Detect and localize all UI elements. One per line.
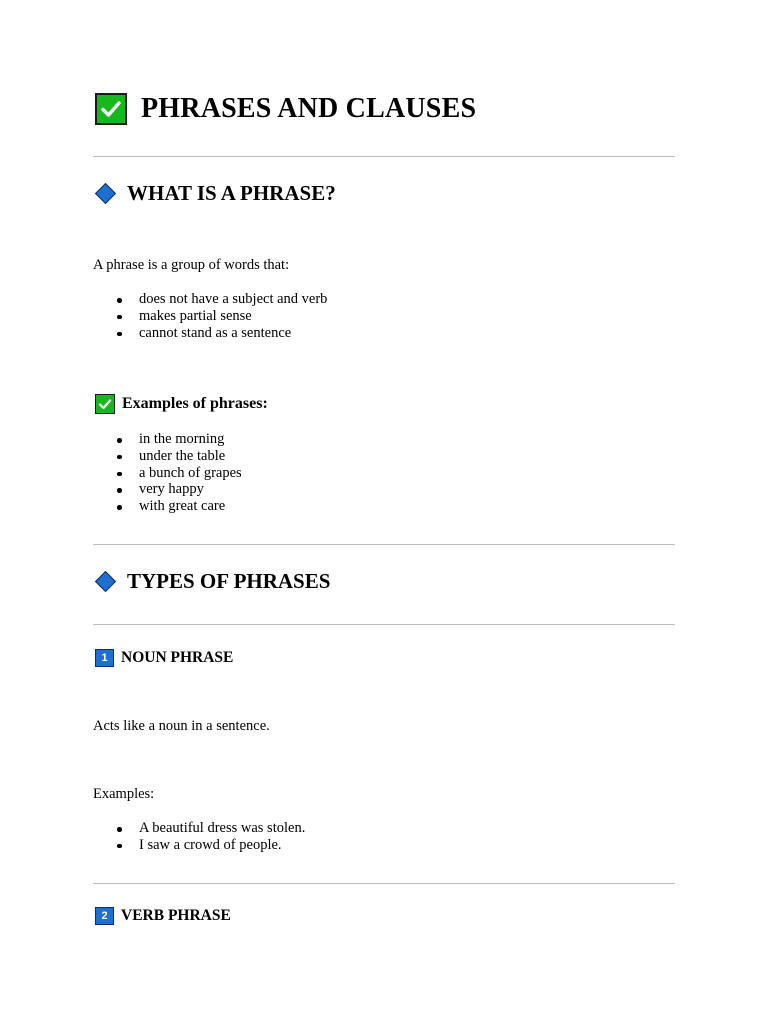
- section-heading-text: TYPES OF PHRASES: [127, 568, 331, 593]
- phrase-definition-intro: A phrase is a group of words that:: [93, 257, 290, 273]
- list-item: with great care: [93, 498, 242, 515]
- list-item: very happy: [93, 481, 242, 498]
- divider: [93, 624, 675, 625]
- section-heading-text: WHAT IS A PHRASE?: [127, 180, 336, 205]
- noun-phrase-heading: NOUN PHRASE: [121, 649, 234, 666]
- examples-heading-row: [95, 393, 268, 415]
- section-heading-types-of-phrases: [95, 567, 330, 595]
- list-item: I saw a crowd of people.: [93, 837, 305, 854]
- bullet-dot: [117, 438, 122, 443]
- list-item: a bunch of grapes: [93, 465, 242, 482]
- divider: [93, 156, 675, 157]
- number-one-icon: 1: [95, 649, 114, 667]
- bullet-dot: [117, 844, 122, 849]
- blue-diamond-icon: [95, 570, 116, 591]
- divider: [93, 544, 675, 545]
- noun-phrase-heading-row: [95, 648, 233, 668]
- bullet-dot: [117, 298, 122, 303]
- noun-phrase-examples-list: [93, 820, 305, 854]
- check-mark-icon: [95, 394, 115, 414]
- list-item: does not have a subject and verb: [93, 291, 327, 308]
- page-title-row: [95, 90, 476, 128]
- section-heading-what-is-a-phrase: [95, 179, 336, 207]
- verb-phrase-heading-row: [95, 906, 231, 926]
- bullet-dot: [117, 827, 122, 832]
- bullet-dot: [117, 488, 122, 493]
- bullet-dot: [117, 472, 122, 477]
- divider: [93, 883, 675, 884]
- verb-phrase-heading: VERB PHRASE: [121, 907, 231, 924]
- list-item: in the morning: [93, 431, 242, 448]
- check-mark-icon: [95, 93, 127, 125]
- phrase-definition-list: [93, 291, 327, 341]
- examples-heading: Examples of phrases:: [122, 395, 268, 412]
- bullet-dot: [117, 315, 122, 320]
- list-item: under the table: [93, 448, 242, 465]
- bullet-dot: [117, 455, 122, 460]
- list-item: makes partial sense: [93, 308, 327, 325]
- noun-phrase-description: Acts like a noun in a sentence.: [93, 718, 270, 734]
- noun-phrase-examples-label: Examples:: [93, 786, 155, 802]
- list-item: A beautiful dress was stolen.: [93, 820, 305, 837]
- blue-diamond-icon: [95, 182, 116, 203]
- bullet-dot: [117, 332, 122, 337]
- examples-list: [93, 431, 242, 515]
- list-item: cannot stand as a sentence: [93, 325, 327, 342]
- bullet-dot: [117, 505, 122, 510]
- number-two-icon: 2: [95, 907, 114, 925]
- page-title: PHRASES AND CLAUSES: [141, 93, 477, 124]
